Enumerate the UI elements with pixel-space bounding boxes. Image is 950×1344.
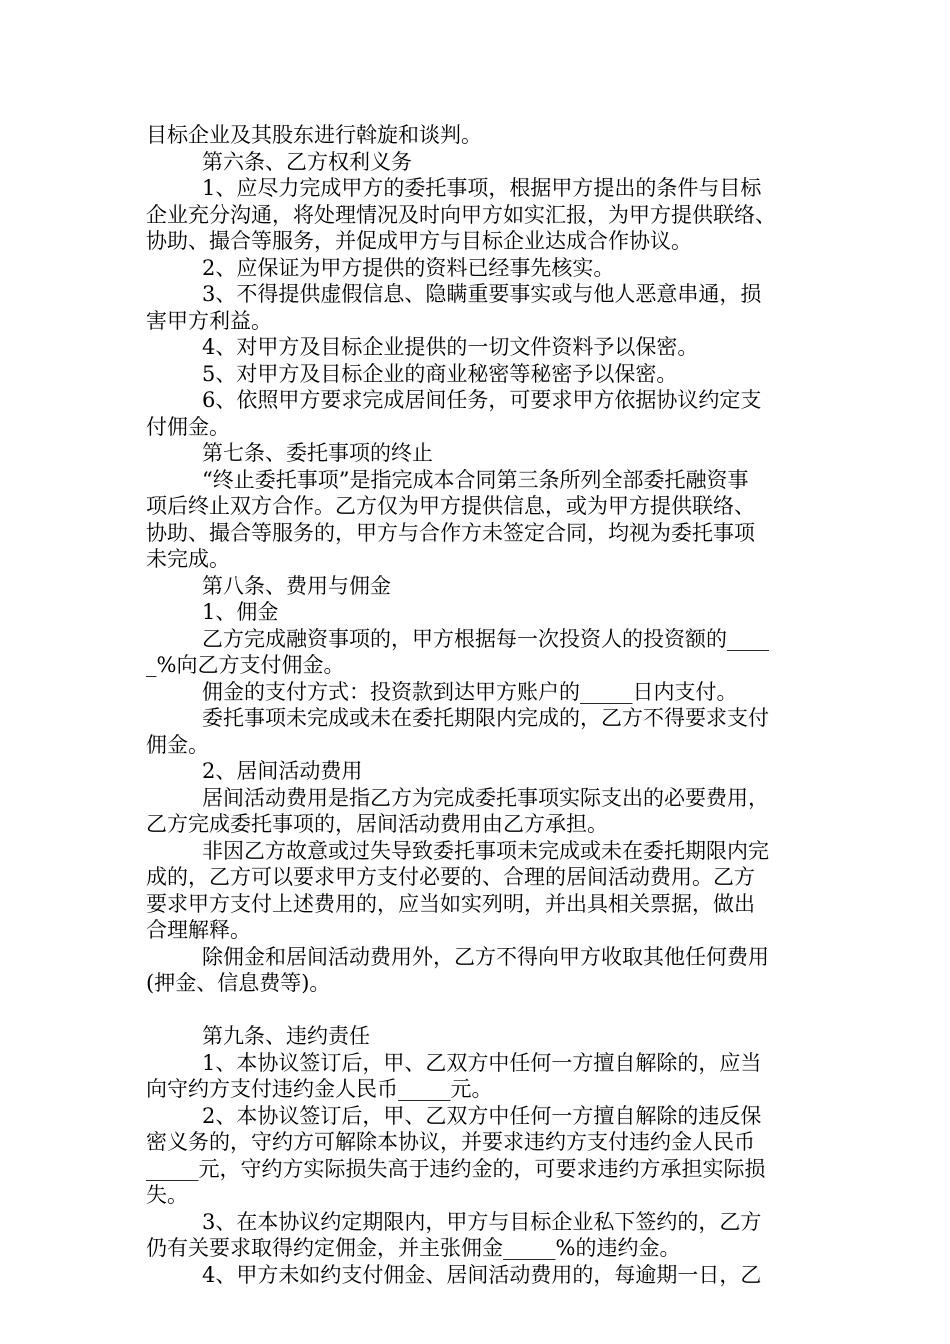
text-line: 失。	[146, 1183, 188, 1207]
text-line: 2、居间活动费用	[202, 759, 363, 783]
text-line: 第六条、乙方权利义务	[202, 149, 412, 174]
text-line: 乙方完成融资事项的，甲方根据每一次投资人的投资额的____	[202, 626, 769, 651]
text-line: 3、不得提供虚假信息、隐瞒重要事实或与他人恶意串通，损	[202, 282, 762, 306]
text-line: 企业充分沟通，将处理情况及时向甲方如实汇报，为甲方提供联络、	[146, 202, 776, 227]
text-line: 委托事项未完成或未在委托期限内完成的，乙方不得要求支付	[202, 706, 769, 730]
text-line: 1、应尽力完成甲方的委托事项，根据甲方提出的条件与目标	[202, 176, 762, 200]
text-line: 6、依照甲方要求完成居间任务，可要求甲方依据协议约定支	[202, 388, 762, 412]
text-line: (押金、信息费等)。	[146, 971, 331, 995]
text-line: “终止委托事项”是指完成本合同第三条所列全部委托融资事	[202, 467, 749, 492]
text-line: 2、本协议签订后，甲、乙双方中任何一方擅自解除的违反保	[202, 1103, 762, 1128]
text-line: 1、本协议签订后，甲、乙双方中任何一方擅自解除的，应当	[202, 1050, 762, 1075]
text-line: 向守约方支付违约金人民币_____元。	[146, 1077, 493, 1101]
text-line: 项后终止双方合作。乙方仅为甲方提供信息，或为甲方提供联络、	[146, 494, 755, 518]
text-line: 第九条、违约责任	[202, 1024, 370, 1048]
text-line: 居间活动费用是指乙方为完成委托事项实际支出的必要费用，	[202, 785, 769, 810]
text-line: 仍有关要求取得约定佣金，并主张佣金_____%的违约金。	[146, 1236, 681, 1260]
text-line: _____元，守约方实际损失高于违约金的，可要求违约方承担实际损	[146, 1156, 766, 1181]
text-line: 协助、撮合等服务，并促成甲方与目标企业达成合作协议。	[146, 229, 692, 253]
text-line: 3、在本协议约定期限内，甲方与目标企业私下签约的，乙方	[202, 1209, 762, 1234]
text-line: 4、甲方未如约支付佣金、居间活动费用的，每逾期一日，乙	[202, 1262, 762, 1287]
text-line: 第七条、委托事项的终止	[202, 441, 433, 465]
blank-line	[146, 997, 810, 1024]
text-line: 成的，乙方可以要求甲方支付必要的、合理的居间活动费用。乙方	[146, 865, 755, 889]
text-line: 第八条、费用与佣金	[202, 573, 391, 598]
text-line: 佣金的支付方式：投资款到达甲方账户的_____日内支付。	[202, 679, 738, 704]
text-line: 要求甲方支付上述费用的，应当如实列明，并出具相关票据，做出	[146, 891, 755, 916]
text-line: 合理解释。	[146, 918, 251, 942]
text-line: 除佣金和居间活动费用外，乙方不得向甲方收取其他任何费用	[202, 944, 769, 969]
text-line: 2、应保证为甲方提供的资料已经事先核实。	[202, 255, 615, 280]
text-line: 目标企业及其股东进行斡旋和谈判。	[146, 123, 482, 147]
text-line: _%向乙方支付佣金。	[146, 653, 345, 677]
document-page	[146, 122, 810, 1288]
text-line: 1、佣金	[202, 600, 279, 624]
text-line: 未完成。	[146, 547, 230, 571]
document-body	[146, 122, 810, 1288]
text-line: 密义务的，守约方可解除本协议，并要求违约方支付违约金人民币	[146, 1130, 755, 1154]
text-line: 协助、撮合等服务的，甲方与合作方未签定合同，均视为委托事项	[146, 520, 755, 545]
text-line: 4、对甲方及目标企业提供的一切文件资料予以保密。	[202, 335, 699, 359]
text-line: 害甲方利益。	[146, 308, 272, 333]
text-line: 乙方完成委托事项的，居间活动费用由乙方承担。	[146, 812, 608, 836]
text-line: 5、对甲方及目标企业的商业秘密等秘密予以保密。	[202, 361, 678, 386]
text-line: 佣金。	[146, 732, 209, 757]
text-line: 付佣金。	[146, 414, 230, 439]
text-line: 非因乙方故意或过失导致委托事项未完成或未在委托期限内完	[202, 838, 769, 863]
